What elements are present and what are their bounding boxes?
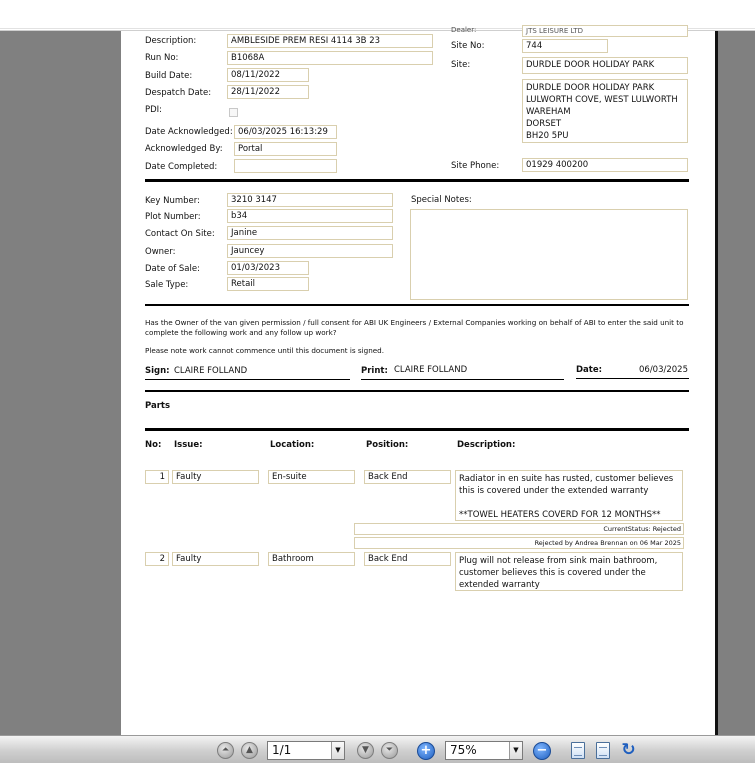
special-notes-field bbox=[410, 209, 688, 300]
print-label: Print: bbox=[361, 366, 388, 376]
item-1-no: 1 bbox=[145, 470, 169, 484]
item-2-location: Bathroom bbox=[268, 552, 355, 566]
header-issue: Issue: bbox=[174, 440, 203, 450]
date-label: Date: bbox=[576, 365, 603, 375]
date-of-sale-field: 01/03/2023 bbox=[227, 261, 309, 275]
header-location: Location: bbox=[270, 440, 315, 450]
fit-page-icon[interactable] bbox=[571, 742, 585, 759]
section-divider-2 bbox=[145, 304, 689, 306]
special-notes-label: Special Notes: bbox=[411, 195, 472, 205]
consent-text: Has the Owner of the van given permission / full consent for ABI UK Engineers / External Companies working on behalf of ABI to enter the said unit to complete the following work and any follow up work? bbox=[145, 318, 684, 337]
item-1-description: Radiator in en suite has rusted, customer believes this is covered under the extended warranty **TOWEL HEATERS COVERD FOR 12 MONTHS** bbox=[455, 470, 683, 521]
run-no-label: Run No: bbox=[145, 53, 179, 63]
key-number-label: Key Number: bbox=[145, 196, 200, 206]
item-2-issue: Faulty bbox=[172, 552, 259, 566]
header-position: Position: bbox=[366, 440, 409, 450]
next-page-icon[interactable]: ▼ bbox=[357, 742, 374, 759]
pdi-label: PDI: bbox=[145, 105, 163, 115]
zoom-out-icon[interactable]: − bbox=[533, 742, 551, 760]
despatch-date-label: Despatch Date: bbox=[145, 88, 212, 98]
sign-underline bbox=[145, 379, 350, 380]
description-field: AMBLESIDE PREM RESI 4114 3B 23 bbox=[227, 34, 433, 48]
date-of-sale-label: Date of Sale: bbox=[145, 264, 200, 274]
key-number-field: 3210 3147 bbox=[227, 193, 393, 207]
owner-label: Owner: bbox=[145, 247, 176, 257]
refresh-icon[interactable]: ↻ bbox=[621, 740, 636, 760]
document-page bbox=[121, 26, 718, 735]
build-date-field: 08/11/2022 bbox=[227, 68, 309, 82]
address-field: DURDLE DOOR HOLIDAY PARK LULWORTH COVE, WEST LULWORTH WAREHAM DORSET BH20 5PU bbox=[522, 79, 688, 143]
site-no-label: Site No: bbox=[451, 41, 485, 51]
page-selector[interactable] bbox=[267, 741, 345, 760]
parts-title: Parts bbox=[145, 401, 171, 411]
last-page-icon[interactable]: ⏷ bbox=[381, 742, 398, 759]
despatch-date-field: 28/11/2022 bbox=[227, 85, 309, 99]
plot-number-field: b34 bbox=[227, 209, 393, 223]
item-2-description: Plug will not release from sink main bathroom, customer believes this is covered under the extended warranty bbox=[455, 552, 683, 591]
first-page-icon[interactable]: ⏶ bbox=[217, 742, 234, 759]
pdf-viewer-toolbar bbox=[0, 735, 755, 763]
contact-on-site-field: Janine bbox=[227, 226, 393, 240]
zoom-value: 75% bbox=[450, 743, 477, 757]
item-1-status: CurrentStatus: Rejected bbox=[354, 523, 684, 535]
acknowledged-by-field: Portal bbox=[234, 142, 337, 156]
date-completed-label: Date Completed: bbox=[145, 162, 218, 172]
plot-number-label: Plot Number: bbox=[145, 212, 201, 222]
dealer-label-partial: Dealer: bbox=[451, 26, 477, 34]
acknowledged-by-label: Acknowledged By: bbox=[145, 144, 223, 154]
previous-page-icon[interactable]: ▲ bbox=[241, 742, 258, 759]
pdi-checkbox[interactable] bbox=[229, 108, 238, 117]
item-2-position: Back End bbox=[364, 552, 451, 566]
date-completed-field bbox=[234, 159, 337, 173]
item-1-location: En-suite bbox=[268, 470, 355, 484]
chevron-down-icon: ▼ bbox=[331, 742, 344, 759]
print-value: CLAIRE FOLLAND bbox=[394, 365, 468, 375]
date-underline bbox=[576, 378, 689, 379]
site-no-field: 744 bbox=[522, 39, 608, 53]
section-divider-1 bbox=[145, 179, 689, 182]
section-divider-3 bbox=[145, 390, 689, 392]
chevron-down-icon: ▼ bbox=[509, 742, 522, 759]
site-phone-label: Site Phone: bbox=[451, 161, 500, 171]
owner-field: Jauncey bbox=[227, 244, 393, 258]
contact-on-site-label: Contact On Site: bbox=[145, 229, 215, 239]
page-value: 1/1 bbox=[272, 743, 292, 757]
date-acknowledged-label: Date Acknowledged: bbox=[145, 127, 233, 137]
sale-type-label: Sale Type: bbox=[145, 280, 189, 290]
item-2-no: 2 bbox=[145, 552, 169, 566]
item-1-rejected-note: Rejected by Andrea Brennan on 06 Mar 2025 bbox=[354, 537, 684, 549]
date-value: 06/03/2025 bbox=[639, 365, 688, 375]
zoom-in-icon[interactable]: + bbox=[417, 742, 435, 760]
site-phone-field: 01929 400200 bbox=[522, 158, 688, 172]
consent-note: Please note work cannot commence until this document is signed. bbox=[145, 346, 385, 355]
sale-type-field: Retail bbox=[227, 277, 309, 291]
site-field: DURDLE DOOR HOLIDAY PARK bbox=[522, 57, 688, 74]
header-description: Description: bbox=[457, 440, 516, 450]
site-label: Site: bbox=[451, 60, 471, 70]
item-1-position: Back End bbox=[364, 470, 451, 484]
description-label: Description: bbox=[145, 36, 197, 46]
fit-width-icon[interactable] bbox=[596, 742, 610, 759]
item-1-issue: Faulty bbox=[172, 470, 259, 484]
sign-value: CLAIRE FOLLAND bbox=[174, 366, 248, 376]
run-no-field: B1068A bbox=[227, 51, 433, 65]
sign-label: Sign: bbox=[145, 366, 170, 376]
build-date-label: Build Date: bbox=[145, 71, 193, 81]
parts-divider bbox=[145, 428, 689, 431]
print-underline bbox=[361, 379, 564, 380]
zoom-selector[interactable] bbox=[445, 741, 523, 760]
dealer-field-partial: JTS LEISURE LTD bbox=[522, 25, 688, 37]
header-no: No: bbox=[145, 440, 162, 450]
date-acknowledged-field: 06/03/2025 16:13:29 bbox=[234, 125, 337, 139]
